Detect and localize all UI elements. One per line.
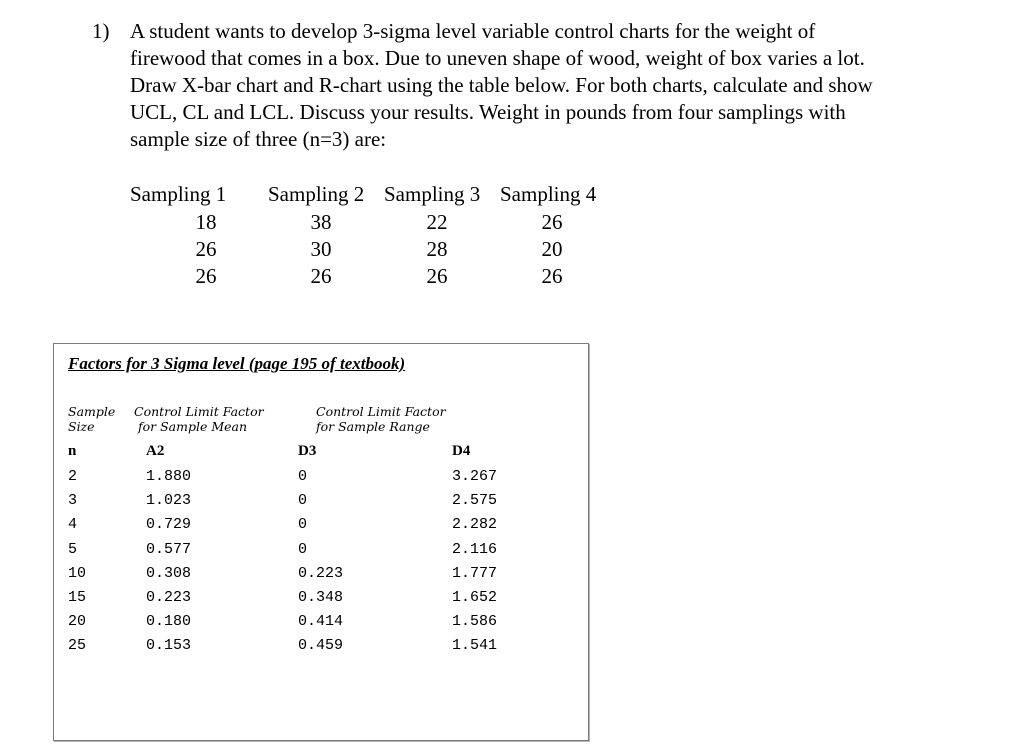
sampling-header-3: Sampling 3 xyxy=(384,182,481,206)
cell-n: 3 xyxy=(68,492,78,510)
table-row xyxy=(54,541,588,565)
subheader-line: for Sample Mean xyxy=(138,419,248,434)
cell-a2: 0.223 xyxy=(146,588,192,606)
factors-title: Factors for 3 Sigma level (page 195 of textbook) xyxy=(68,354,406,373)
table-row xyxy=(54,637,588,661)
cell-d3: 0.348 xyxy=(298,588,344,606)
sampling-cell: 28 xyxy=(426,237,448,261)
cell-n: 2 xyxy=(68,468,78,485)
cell-n: 20 xyxy=(68,613,87,631)
cell-a2: 0.180 xyxy=(146,613,192,631)
cell-n: 15 xyxy=(68,588,87,606)
subheader-line: for Sample Range xyxy=(316,419,430,434)
subheader-sample-range xyxy=(316,404,446,434)
sampling-header-4: Sampling 4 xyxy=(500,182,597,206)
column-a2: A2 xyxy=(146,443,165,459)
cell-d3: 0.223 xyxy=(298,564,344,582)
cell-d3: 0.414 xyxy=(298,613,344,631)
cell-n: 5 xyxy=(68,540,78,558)
cell-a2: 0.308 xyxy=(146,564,192,582)
subheader-sample-mean xyxy=(134,404,264,434)
cell-d4: 1.777 xyxy=(452,564,498,582)
column-d4: D4 xyxy=(452,443,471,459)
cell-a2: 1.880 xyxy=(146,468,192,485)
sampling-cell: 26 xyxy=(541,264,563,288)
sampling-cell: 26 xyxy=(541,210,563,234)
sampling-cell: 30 xyxy=(310,237,332,261)
cell-a2: 0.577 xyxy=(146,540,192,558)
sampling-cell: 26 xyxy=(310,264,332,288)
cell-d3: 0.459 xyxy=(298,637,344,655)
subheader-line: Size xyxy=(68,419,95,434)
sampling-cell: 38 xyxy=(310,210,332,234)
cell-a2: 0.729 xyxy=(146,516,192,534)
table-row xyxy=(54,516,588,540)
cell-d4: 1.652 xyxy=(452,588,498,606)
sampling-header-2: Sampling 2 xyxy=(268,182,365,206)
subheader-line: Control Limit Factor xyxy=(134,404,264,419)
cell-n: 25 xyxy=(68,637,87,655)
cell-d4: 1.541 xyxy=(452,637,498,655)
question-line: A student wants to develop 3-sigma level variable control charts for the weight of xyxy=(130,19,816,43)
table-row xyxy=(54,468,588,492)
question-text xyxy=(130,18,1010,153)
table-row xyxy=(54,492,588,516)
question-line: Draw X-bar chart and R-chart using the table below. For both charts, calculate and show xyxy=(130,73,873,97)
sampling-cell: 22 xyxy=(426,210,448,234)
sampling-cell: 18 xyxy=(195,210,217,234)
cell-d4: 3.267 xyxy=(452,468,498,485)
table-row xyxy=(54,565,588,589)
sampling-cell: 26 xyxy=(426,264,448,288)
cell-n: 4 xyxy=(68,516,78,534)
cell-d4: 1.586 xyxy=(452,613,498,631)
factors-rows xyxy=(54,468,588,662)
question-number: 1) xyxy=(92,19,110,43)
factors-table xyxy=(53,343,589,741)
cell-d3: 0 xyxy=(298,468,308,485)
cell-d4: 2.116 xyxy=(452,540,498,558)
cell-d3: 0 xyxy=(298,540,308,558)
cell-d4: 2.282 xyxy=(452,516,498,534)
cell-n: 10 xyxy=(68,564,87,582)
subheader-sample-size xyxy=(68,404,115,434)
column-n: n xyxy=(68,443,77,459)
table-row xyxy=(54,613,588,637)
subheader-line: Control Limit Factor xyxy=(316,404,446,419)
cell-d3: 0 xyxy=(298,516,308,534)
question-line: UCL, CL and LCL. Discuss your results. Weight in pounds from four samplings with xyxy=(130,100,846,124)
column-d3: D3 xyxy=(298,443,317,459)
sampling-cell: 20 xyxy=(541,237,563,261)
cell-d4: 2.575 xyxy=(452,492,498,510)
question-line: firewood that comes in a box. Due to uneven shape of wood, weight of box varies a lot. xyxy=(130,46,865,70)
sampling-table xyxy=(120,182,630,292)
table-row xyxy=(54,589,588,613)
cell-a2: 1.023 xyxy=(146,492,192,510)
question-line: sample size of three (n=3) are: xyxy=(130,127,387,151)
subheader-line: Sample xyxy=(68,404,116,419)
cell-a2: 0.153 xyxy=(146,637,192,655)
sampling-header-1: Sampling 1 xyxy=(130,182,227,206)
sampling-cell: 26 xyxy=(195,237,217,261)
cell-d3: 0 xyxy=(298,492,308,510)
sampling-cell: 26 xyxy=(195,264,217,288)
